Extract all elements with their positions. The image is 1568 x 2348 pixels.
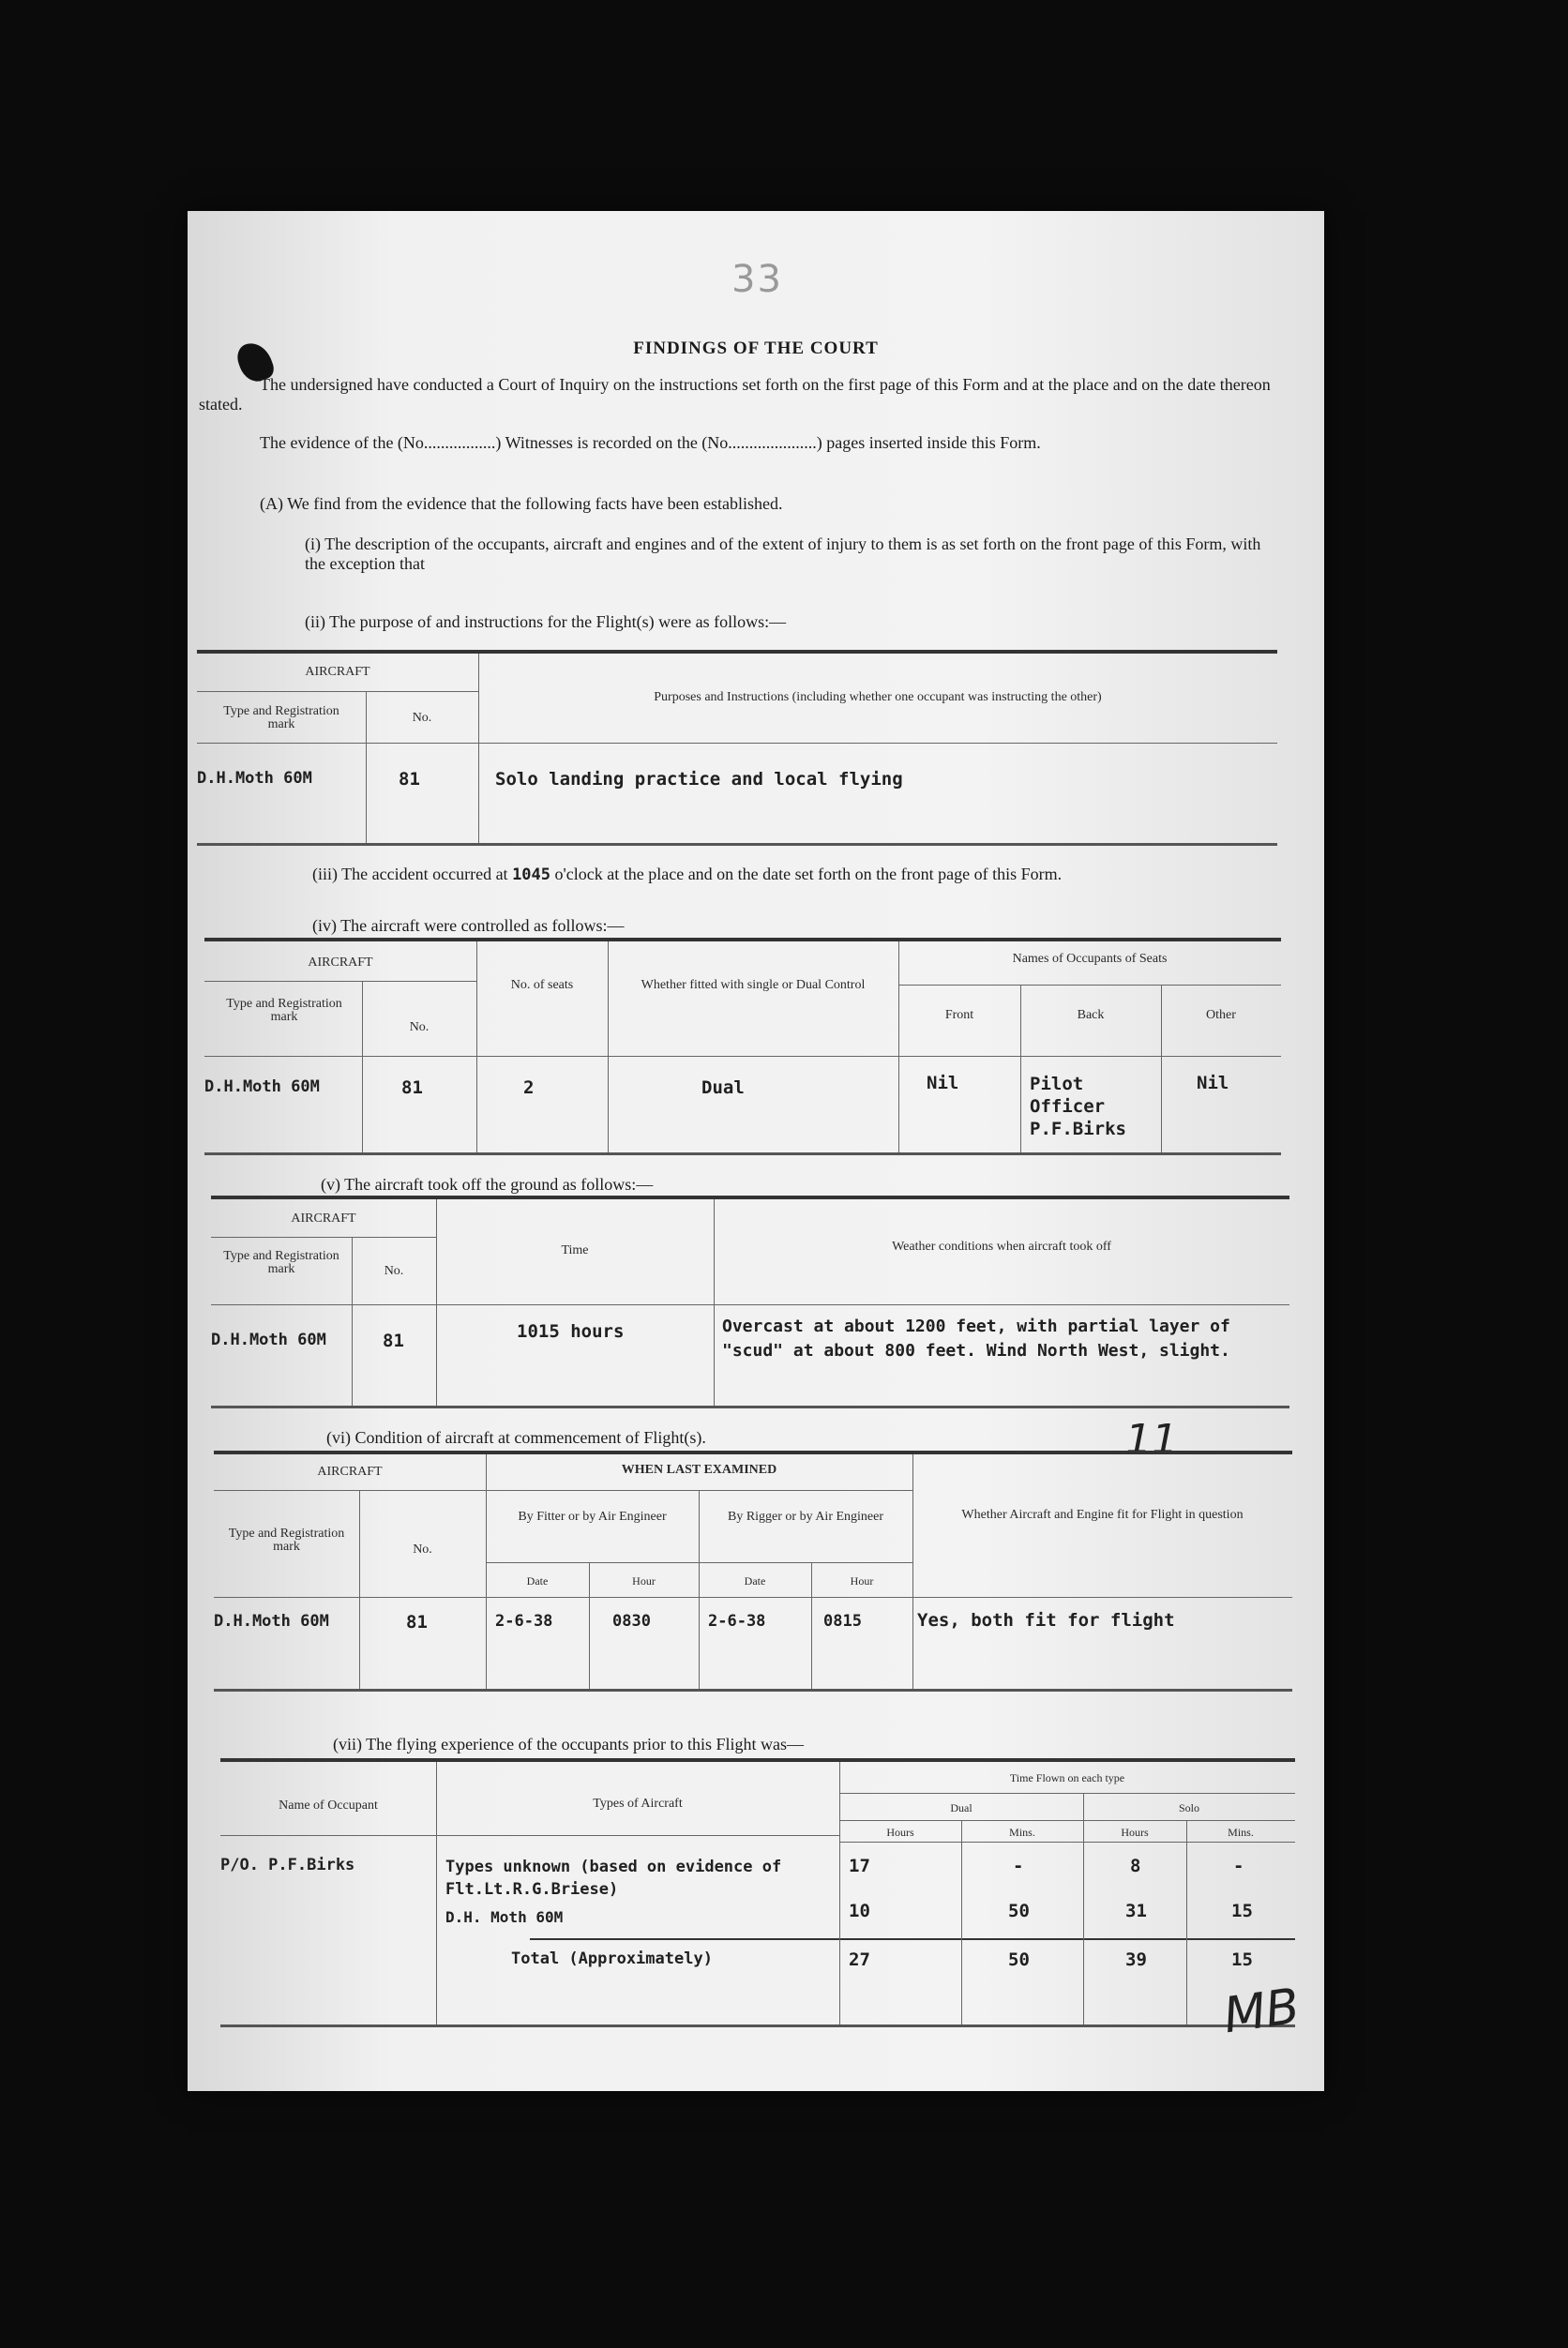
front-header: Front <box>944 1008 974 1022</box>
fitter-hour-header: Hour <box>632 1574 656 1588</box>
front-occupant: Nil <box>927 1073 959 1093</box>
time-header: Time <box>561 1243 589 1257</box>
fit-value: Yes, both fit for flight <box>917 1610 1175 1631</box>
occupant-name: P/O. P.F.Birks <box>220 1856 355 1874</box>
total-label: Total (Approximately) <box>511 1949 713 1968</box>
control-header: Whether fitted with single or Dual Control <box>641 978 866 992</box>
aircraft-no: 81 <box>406 1612 428 1633</box>
occupants-header: Names of Occupants of Seats <box>1012 952 1168 966</box>
item-i: (i) The description of the occupants, aircraft and engines and of the extent of injury to them is as set forth on the front page of this Form, with the exception that <box>305 534 1261 573</box>
aircraft-type: D.H.Moth 60M <box>214 1612 329 1631</box>
takeoff-time: 1015 hours <box>517 1321 625 1342</box>
page-number-mark: 33 <box>731 258 783 301</box>
other-occupant: Nil <box>1197 1073 1229 1093</box>
aircraft-no: 81 <box>399 769 420 790</box>
item-ii: (ii) The purpose of and instructions for the Flight(s) were as follows:— <box>305 612 787 631</box>
seats-header: No. of seats <box>510 978 574 992</box>
purpose-header: Purposes and Instructions (including whether one occupant was instructing the other) <box>654 690 1102 704</box>
weather-header: Weather conditions when aircraft took off <box>892 1240 1111 1254</box>
intro-paragraph: The undersigned have conducted a Court of Inquiry on the instructions set forth on the first page of this Form and at the place and on the date thereon stated. <box>199 375 1271 414</box>
solo-header: Solo <box>1178 1801 1199 1814</box>
solo-hours-row-2: 31 <box>1125 1901 1147 1921</box>
rigger-header: By Rigger or by Air Engineer <box>727 1510 884 1524</box>
item-vi: (vi) Condition of aircraft at commencement of Flight(s). <box>326 1428 706 1447</box>
finding-a: (A) We find from the evidence that the following facts have been established. <box>260 494 783 513</box>
control-value: Dual <box>701 1077 745 1098</box>
item-iii <box>312 865 1288 885</box>
no-header: No. <box>412 711 432 725</box>
fit-header: Whether Aircraft and Engine fit for Flight in question <box>961 1508 1244 1522</box>
fitter-header: By Fitter or by Air Engineer <box>518 1510 667 1524</box>
handwritten-mark: 11 <box>1125 1416 1178 1464</box>
no-header: No. <box>384 1264 404 1278</box>
fitter-hour: 0830 <box>612 1612 651 1631</box>
back-occupant: Pilot Officer P.F.Birks <box>1030 1074 1126 1139</box>
solo-mins-header: Mins. <box>1228 1826 1254 1839</box>
back-header: Back <box>1077 1008 1105 1022</box>
purpose-value: Solo landing practice and local flying <box>495 769 903 790</box>
item-v: (v) The aircraft took off the ground as follows:— <box>321 1175 654 1194</box>
aircraft-no: 81 <box>401 1077 423 1098</box>
seats-value: 2 <box>523 1077 535 1098</box>
no-header: No. <box>413 1543 432 1557</box>
fitter-date-header: Date <box>526 1574 549 1588</box>
experience-table <box>220 1758 1295 2027</box>
rigger-hour: 0815 <box>823 1612 862 1631</box>
dual-hours-header: Hours <box>886 1826 914 1839</box>
type-header: Type and Registration mark <box>223 704 339 731</box>
type-header: Type and Registration mark <box>223 1249 339 1276</box>
total-dual-hours: 27 <box>849 1949 870 1970</box>
dual-header: Dual <box>950 1801 972 1814</box>
aircraft-type: D.H.Moth 60M <box>211 1331 326 1349</box>
item-iii-after: o'clock at the place and on the date set forth on the front page of this Form. <box>554 865 1063 883</box>
solo-mins-row-1: - <box>1233 1856 1244 1876</box>
accident-time: 1045 <box>512 865 551 884</box>
dual-hours-row-1: 17 <box>849 1856 870 1876</box>
other-header: Other <box>1206 1008 1236 1022</box>
aircraft-no: 81 <box>383 1331 404 1351</box>
aircraft-header: AIRCRAFT <box>305 665 370 679</box>
evidence-line: The evidence of the (No.................) Witnesses is recorded on the (No.....................) pages inserted inside this Form. <box>260 433 1041 452</box>
type-row-1: Types unknown (based on evidence of Flt.Lt.R.G.Briese) <box>445 1858 782 1899</box>
type-header: Type and Registration mark <box>228 1527 345 1554</box>
takeoff-table <box>211 1196 1289 1408</box>
handwritten-signature: MB <box>1220 1978 1304 2045</box>
form-page <box>188 211 1324 2091</box>
total-dual-mins: 50 <box>1008 1949 1030 1970</box>
dual-mins-row-2: 50 <box>1008 1901 1030 1921</box>
control-table <box>204 938 1281 1155</box>
rigger-hour-header: Hour <box>850 1574 874 1588</box>
no-header: No. <box>409 1020 430 1034</box>
dual-mins-header: Mins. <box>1009 1826 1035 1839</box>
item-vii: (vii) The flying experience of the occupants prior to this Flight was— <box>333 1735 805 1753</box>
dual-hours-row-2: 10 <box>849 1901 870 1921</box>
page-title: FINDINGS OF THE COURT <box>633 339 879 358</box>
aircraft-header: AIRCRAFT <box>308 956 373 970</box>
aircraft-header: AIRCRAFT <box>317 1465 383 1479</box>
purpose-table <box>197 650 1277 846</box>
item-iii-before: (iii) The accident occurred at <box>312 865 508 883</box>
fitter-date: 2-6-38 <box>495 1612 553 1631</box>
aircraft-type: D.H.Moth 60M <box>197 769 312 788</box>
time-flown-header: Time Flown on each type <box>1009 1771 1125 1784</box>
condition-table <box>214 1451 1292 1692</box>
total-solo-hours: 39 <box>1125 1949 1147 1970</box>
rigger-date-header: Date <box>744 1574 766 1588</box>
solo-hours-row-1: 8 <box>1130 1856 1141 1876</box>
types-header: Types of Aircraft <box>593 1797 683 1811</box>
solo-mins-row-2: 15 <box>1231 1901 1253 1921</box>
type-row-2: D.H. Moth 60M <box>445 1908 564 1926</box>
type-header: Type and Registration mark <box>226 997 342 1024</box>
rigger-date: 2-6-38 <box>708 1612 766 1631</box>
examined-header: WHEN LAST EXAMINED <box>621 1463 777 1477</box>
aircraft-header: AIRCRAFT <box>291 1212 356 1226</box>
aircraft-type: D.H.Moth 60M <box>204 1077 320 1096</box>
item-iv: (iv) The aircraft were controlled as follows:— <box>312 916 625 935</box>
solo-hours-header: Hours <box>1121 1826 1149 1839</box>
dual-mins-row-1: - <box>1013 1856 1024 1876</box>
weather-value: Overcast at about 1200 feet, with partial layer of "scud" at about 800 feet. Wind North West, slight. <box>722 1317 1230 1361</box>
total-solo-mins: 15 <box>1231 1949 1253 1970</box>
name-header: Name of Occupant <box>279 1799 378 1813</box>
